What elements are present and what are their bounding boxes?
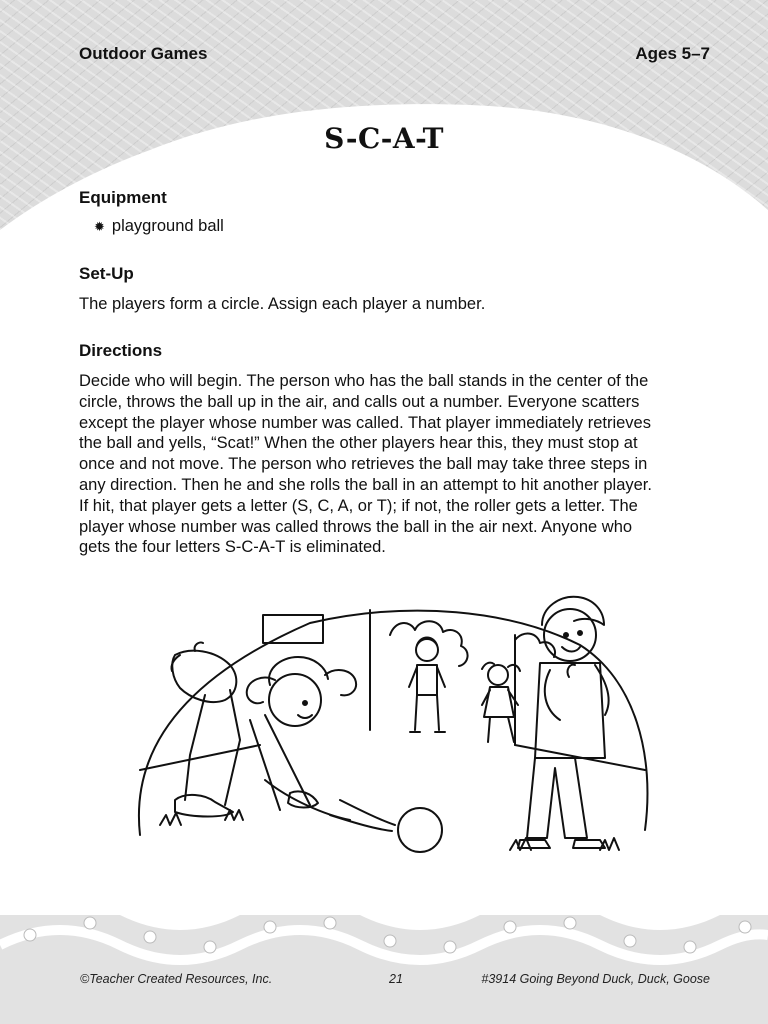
- directions-line: gets the four letters S-C-A-T is eliminated.: [79, 538, 386, 557]
- directions-line: circle, throws the ball up in the air, and calls out a number. Everyone scatters: [79, 392, 640, 411]
- directions-text: [79, 371, 719, 558]
- directions-heading: Directions: [79, 341, 163, 360]
- equipment-heading: Equipment: [79, 188, 167, 207]
- setup-heading: Set-Up: [79, 264, 134, 283]
- equipment-item-label: playground ball: [111, 217, 224, 235]
- page-number: 21: [389, 972, 403, 986]
- page-title: S-C-A-T: [324, 122, 444, 155]
- ages-label: Ages 5–7: [635, 44, 710, 63]
- equipment-item: [94, 217, 224, 236]
- directions-line: Decide who will begin. The person who has the ball stands in the center of the: [79, 372, 649, 390]
- directions-line: If hit, that player gets a letter (S, C, A, or T); if not, the roller gets a letter. The: [79, 496, 638, 515]
- footer-copyright: ©Teacher Created Resources, Inc.: [80, 972, 273, 986]
- setup-text: The players form a circle. Assign each player a number.: [79, 295, 486, 313]
- playground-illustration: [130, 595, 660, 870]
- directions-line: once and not move. The person who retrieves the ball may take three steps in: [79, 455, 648, 474]
- footer-decorative-band: [0, 875, 768, 1024]
- sunburst-bullet-icon: ✹: [94, 218, 105, 234]
- directions-line: any direction. Then he and she rolls the ball in an attempt to hit another player.: [79, 475, 652, 494]
- topic-label: Outdoor Games: [79, 44, 208, 63]
- directions-line: the ball and yells, “Scat!” When the other players hear this, they must stop at: [79, 434, 638, 453]
- directions-line: player whose number was called throws the ball in the air next. Anyone who: [79, 517, 633, 536]
- footer-book-title: #3914 Going Beyond Duck, Duck, Goose: [481, 972, 710, 986]
- directions-line: except the player whose number was called. That player immediately retrieves: [79, 413, 651, 432]
